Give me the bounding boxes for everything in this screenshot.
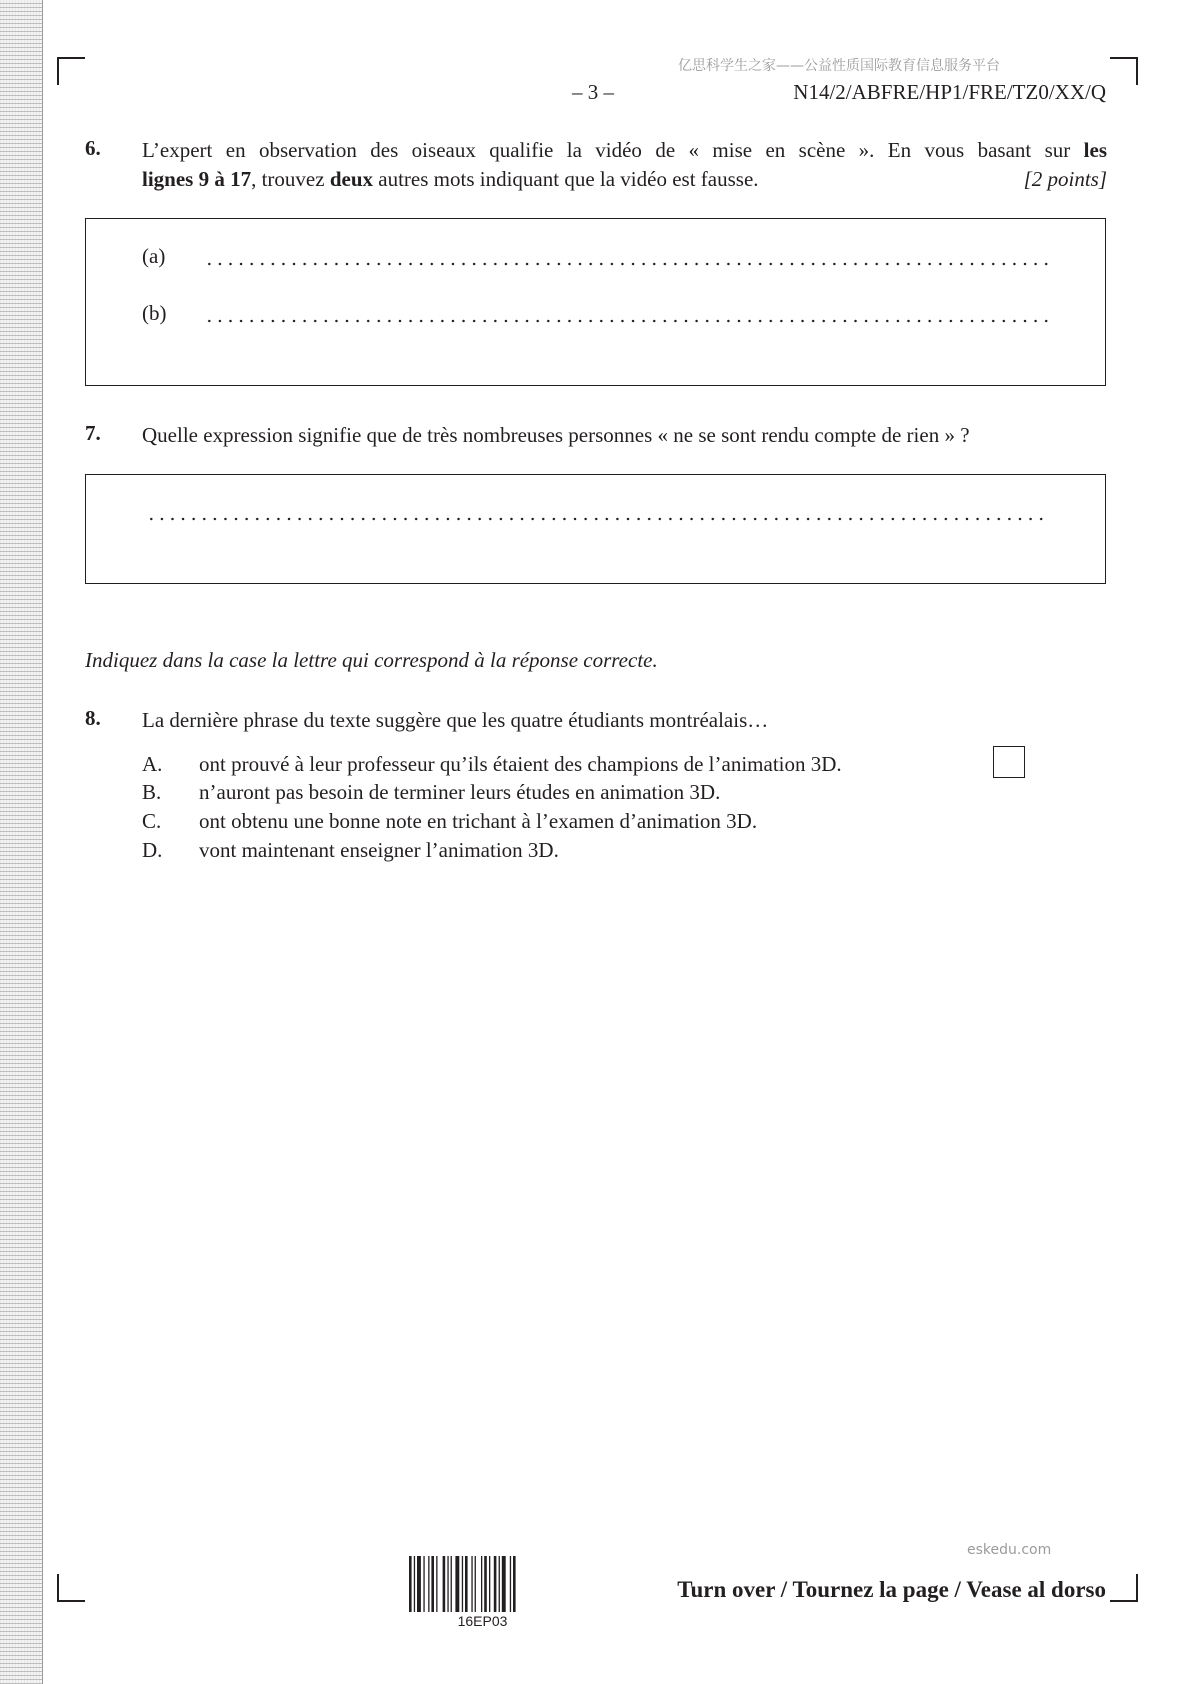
- turn-over-text: Turn over / Tournez la page / Vease al dorso: [677, 1577, 1106, 1602]
- question-8-text: La dernière phrase du texte suggère que les quatre étudiants montréalais…: [142, 708, 769, 732]
- footer-watermark: eskedu.com: [967, 1542, 1052, 1558]
- page-number: – 3 –: [572, 80, 614, 104]
- question-7-text: Quelle expression signifie que de très nombreuses personnes « ne se sont rendu compte de rien » ?: [142, 423, 970, 447]
- option-c-letter: C.: [142, 809, 162, 833]
- question-8-number: 8.: [85, 706, 101, 730]
- question-6-bold-deux: deux: [329, 167, 374, 191]
- left-margin-strip: [0, 0, 43, 1684]
- option-d-letter: D.: [142, 838, 163, 862]
- question-6-points: [2 points]: [1023, 167, 1107, 191]
- question-6-number: 6.: [85, 136, 101, 160]
- instruction-text: Indiquez dans la case la lettre qui correspond à la réponse correcte.: [85, 648, 658, 672]
- question-6-text: [142, 136, 1107, 194]
- barcode-label: 16EP03: [457, 1613, 508, 1629]
- answer-box-question-7: [85, 474, 1106, 584]
- crop-mark-top-right: [1110, 57, 1138, 85]
- option-b-letter: B.: [142, 780, 162, 804]
- crop-mark-bottom-right: [1110, 1574, 1138, 1602]
- question-6-line2-mid: , trouvez: [251, 167, 330, 191]
- answer-label-b: (b): [142, 301, 167, 325]
- option-b-text: n’auront pas besoin de terminer leurs études en animation 3D.: [199, 780, 721, 804]
- barcode-image: [409, 1556, 556, 1612]
- option-a-text: ont prouvé à leur professeur qu’ils étaient des champions de l’animation 3D.: [199, 752, 842, 776]
- answer-box-question-6: [85, 218, 1106, 386]
- answer-line-q7[interactable]: [146, 517, 1049, 521]
- option-d-text: vont maintenant enseigner l’animation 3D.: [199, 838, 559, 862]
- question-6-line2-end: autres mots indiquant que la vidéo est fausse.: [373, 167, 759, 191]
- paper-code: N14/2/ABFRE/HP1/FRE/TZ0/XX/Q: [793, 80, 1106, 104]
- answer-line-a[interactable]: [204, 262, 1049, 266]
- question-6-bold-les: les: [1083, 138, 1107, 162]
- option-c-text: ont obtenu une bonne note en trichant à l’examen d’animation 3D.: [199, 809, 758, 833]
- option-a-letter: A.: [142, 752, 163, 776]
- header-watermark: 亿思科学生之家——公益性质国际教育信息服务平台: [678, 58, 1000, 74]
- crop-mark-top-left: [57, 57, 85, 85]
- answer-letter-box[interactable]: [993, 746, 1025, 778]
- answer-line-b[interactable]: [204, 319, 1049, 323]
- question-6-bold-lines: lignes 9 à 17: [142, 167, 252, 191]
- question-6-line1: L’expert en observation des oiseaux qualifie la vidéo de « mise en scène ». En vous basant sur: [142, 138, 1084, 162]
- question-7-number: 7.: [85, 421, 101, 445]
- answer-label-a: (a): [142, 244, 166, 268]
- crop-mark-bottom-left: [57, 1574, 85, 1602]
